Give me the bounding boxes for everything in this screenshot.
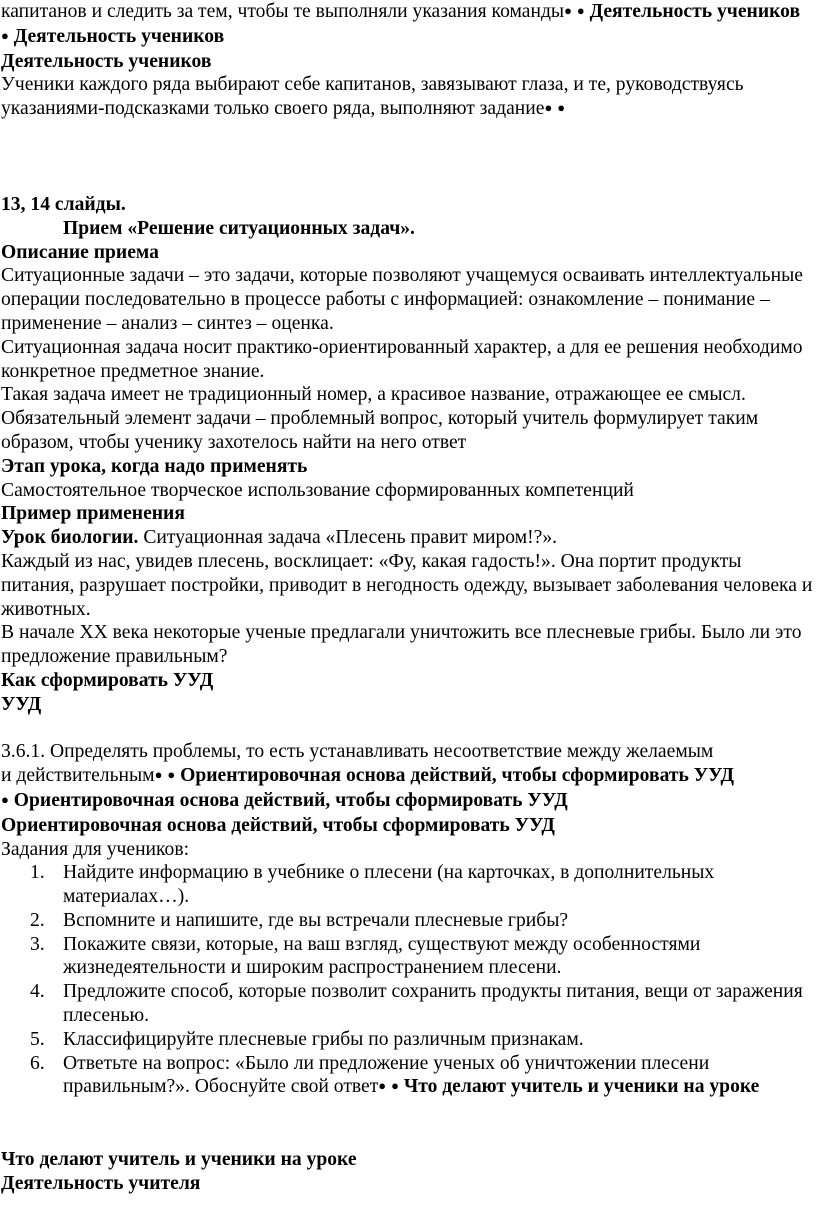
- bullet-icon: ●: [564, 3, 572, 18]
- list-item-number: 4.: [30, 981, 45, 1003]
- list-item-text: Найдите информацию в учебнике о плесени (на карточках, в дополнительных материалах…).: [63, 862, 715, 908]
- list-item: [1, 1028, 816, 1052]
- list-item-text: Предложите способ, которые позволит сохранить продукты питания, вещи от заражения плесенью.: [63, 981, 803, 1027]
- uud-item-line-1: 3.6.1. Определять проблемы, то есть устанавливать несоответствие между желаемым: [1, 741, 714, 763]
- how-heading-text: Как сформировать УУД: [1, 669, 214, 691]
- list-item: [1, 861, 816, 909]
- what-heading: [1, 1148, 816, 1172]
- students-paragraph: [1, 73, 816, 122]
- blank-space: [1, 122, 816, 193]
- tasks-list: [1, 861, 816, 1100]
- uud-heading: [1, 693, 816, 717]
- example-heading-text: Пример применения: [1, 503, 185, 525]
- students-text: Ученики каждого ряда выбирают себе капитанов, завязывают глаза, и те, руководствуясь указаниями-подсказками только своего ряда, выполняют задание: [1, 74, 744, 120]
- orientation-heading-line: [1, 814, 816, 838]
- method-desc-paragraph-2: Ситуационная задача носит практико-ориентированный характер, а для ее решения необходимо конкретное предметное знание.: [1, 336, 803, 382]
- method-desc-paragraph-1: Ситуационные задачи – это задачи, которые позволяют учащемуся осваивать интеллектуальные операции последовательно в процессе работы с информацией: ознакомление – понимание – применение – анализ – синтез – оценка.: [1, 265, 803, 334]
- students-activity-heading: Деятельность учеников: [1, 50, 212, 72]
- list-item-number: 2.: [30, 909, 45, 931]
- list-item: [1, 909, 816, 933]
- bullet-icon: ●: [167, 767, 176, 783]
- blank-space: [1, 1100, 816, 1148]
- orientation-heading: Ориентировочная основа действий, чтобы сформировать УУД: [1, 814, 555, 836]
- list-item-number: 1.: [30, 862, 45, 884]
- bullet-icon: ●: [378, 1078, 387, 1094]
- bullet-icon: ●: [1, 791, 9, 807]
- captains-text: капитанов и следить за тем, чтобы те выполняли указания команды: [1, 1, 565, 22]
- list-item: [1, 933, 816, 981]
- slides-heading-text: 13, 14 слайды.: [1, 193, 126, 215]
- method-desc-paragraph-3: Такая задача имеет не традиционный номер, а красивое название, отражающее ее смысл.: [1, 384, 746, 406]
- list-item-number: 5.: [30, 1028, 45, 1050]
- bullet-icon: ●: [391, 1078, 399, 1094]
- bullet-icon: ●: [576, 3, 585, 18]
- bullet-icon: ●: [154, 767, 163, 783]
- bullet-icon: ●: [557, 100, 566, 116]
- method-title: [1, 217, 816, 241]
- blank-space: [1, 717, 816, 741]
- example-lesson: [1, 526, 816, 550]
- bullet-icon: ●: [544, 100, 553, 116]
- example-heading: [1, 502, 816, 526]
- bullet-icon: ●: [1, 27, 9, 43]
- example-lesson-text: Ситуационная задача «Плесень правит миром!?».: [138, 527, 558, 549]
- students-activity-heading-line: [1, 50, 816, 74]
- list-item: [1, 980, 816, 1028]
- students-activity-heading: Деятельность учеников: [589, 1, 801, 22]
- method-title-text: Прием «Решение ситуационных задач».: [63, 217, 415, 239]
- list-item-text: Вспомните и напишите, где вы встречали плесневые грибы?: [63, 909, 569, 931]
- example-paragraph-2: В начале XX века некоторые ученые предлагали уничтожить все плесневые грибы. Было ли это предложение правильным?: [1, 622, 802, 668]
- orientation-heading: Ориентировочная основа действий, чтобы сформировать УУД: [180, 765, 734, 787]
- paragraph-captains: [1, 0, 816, 25]
- stage-heading-text: Этап урока, когда надо применять: [1, 455, 308, 477]
- list-item-number: 3.: [30, 933, 45, 955]
- stage-heading: [1, 455, 816, 479]
- method-desc-heading: [1, 241, 816, 265]
- list-item: [1, 1052, 816, 1101]
- how-heading: [1, 669, 816, 693]
- method-desc-paragraph-4: Обязательный элемент задачи – проблемный вопрос, который учитель формулирует таким образом, чтобы ученику захотелось найти на него ответ: [1, 408, 759, 453]
- list-item-text: Покажите связи, которые, на ваш взгляд, существуют между особенностями жизнедеятельности и широким распространением плесени.: [63, 933, 701, 979]
- students-activity-bullet-line: [1, 25, 816, 50]
- stage-text: Самостоятельное творческое использование сформированных компетенций: [1, 479, 634, 501]
- list-item-text: Ответьте на вопрос: «Было ли предложение ученых об уничтожении плесени правильным?». Обоснуйте свой ответ: [63, 1052, 710, 1098]
- uud-item-line-2: [1, 764, 816, 789]
- slides-heading: [1, 193, 816, 217]
- students-activity-heading: Деятельность учеников: [13, 25, 225, 47]
- example-lesson-label: Урок биологии.: [1, 527, 139, 549]
- teacher-heading: [1, 1172, 816, 1196]
- uud-item-text: и действительным: [1, 765, 155, 787]
- method-desc-heading-text: Описание приема: [1, 241, 159, 263]
- list-item-text: Классифицируйте плесневые грибы по различным признакам.: [63, 1028, 584, 1050]
- teacher-heading-text: Деятельность учителя: [1, 1172, 201, 1194]
- orientation-heading: Ориентировочная основа действий, чтобы сформировать УУД: [13, 789, 568, 811]
- list-item-number: 6.: [30, 1052, 45, 1074]
- example-paragraph-1: Каждый из нас, увидев плесень, восклицает: «Фу, какая гадость!». Она портит продукты питания, разрушает постройки, приводит в негодность одежду, вызывает заболевания человека и животных.: [1, 550, 813, 620]
- tasks-intro: Задания для учеников:: [1, 838, 190, 860]
- what-heading-inline: Что делают учитель и ученики на уроке: [403, 1076, 760, 1098]
- orientation-bullet-line: [1, 789, 816, 814]
- uud-heading-text: УУД: [1, 693, 42, 715]
- what-heading-text: Что делают учитель и ученики на уроке: [1, 1148, 357, 1170]
